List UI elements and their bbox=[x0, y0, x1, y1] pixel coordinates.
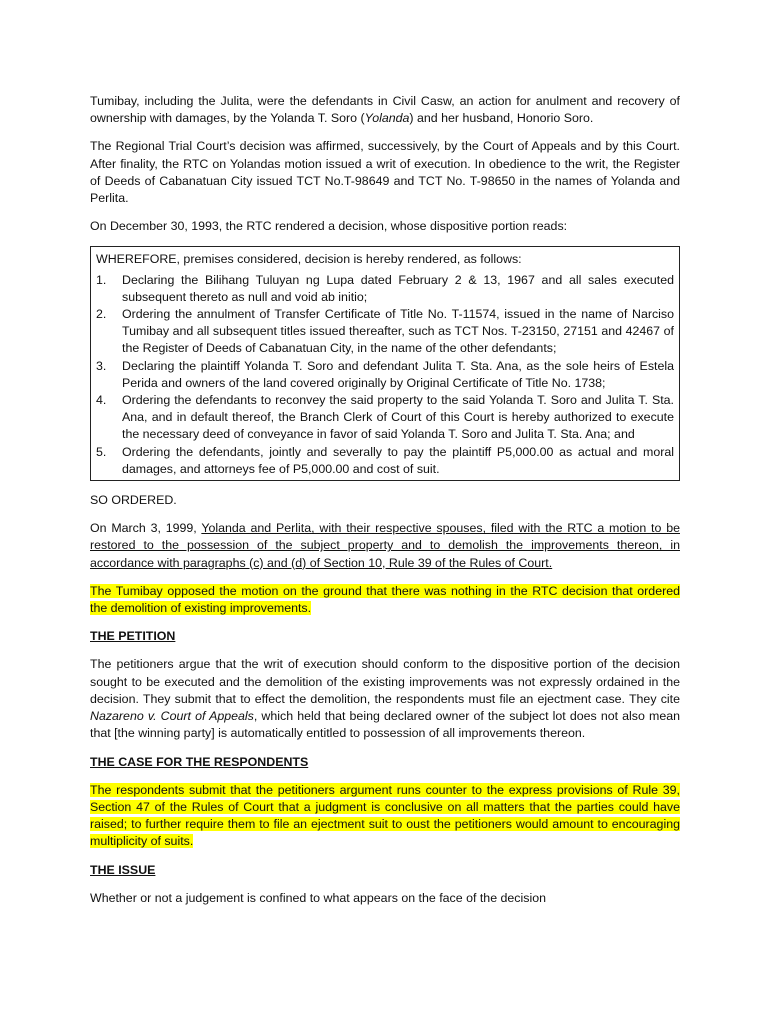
list-item: 3. Declaring the plaintiff Yolanda T. Soro and defendant Julita T. Sta. Ana, as the sole heirs of Estela Perida and owners of the land covered originally by Original Certificate of Title No. 1738; bbox=[96, 358, 674, 390]
heading-respondents: THE CASE FOR THE RESPONDENTS bbox=[90, 754, 309, 769]
heading-petition: THE PETITION bbox=[90, 629, 176, 644]
list-item: 4. Ordering the defendants to reconvey the said property to the said Yolanda T. Soro and Julita T. Sta. Ana, and in default thereof, the Branch Clerk of Court of this Court is hereby authorized to execute the necessary deed of conveyance in favor of said Yolanda T. Soro and Julita T. Sta. Ana; and bbox=[96, 393, 674, 442]
paragraph-opposition bbox=[90, 583, 680, 617]
paragraph-issue: Whether or not a judgement is confined to what appears on the face of the decision bbox=[90, 890, 546, 905]
paragraph-petition: The petitioners argue that the writ of execution should conform to the dispositive portion of the decision sought to be executed and the demolition of the existing improvements was not expressly ordained in the decision. They submit that to effect the demolition, the respondents must file an ejectment case. They cite Nazareno v. Court of Appeals, which held that being declared owner of the subject lot does not also mean that [the winning party] is automatically entitled to possession of all improvements thereon. bbox=[90, 657, 680, 741]
paragraph-affirmed: The Regional Trial Court’s decision was affirmed, successively, by the Court of Appeals and by this Court. After finality, the RTC on Yolandas motion issued a writ of execution. In obedience to the writ, the Register of Deeds of Cabanatuan City issued TCT No.T-98649 and TCT No. T-98650 in the names of Yolanda and Perlita. bbox=[90, 139, 680, 206]
paragraph-intro: Tumibay, including the Julita, were the defendants in Civil Casw, an action for anulment and recovery of ownership with damages, by the Yolanda T. Soro (Yolanda) and her husband, Honorio Soro. bbox=[90, 94, 680, 126]
paragraph-march: On March 3, 1999, Yolanda and Perlita, with their respective spouses, filed with the RTC a motion to be restored to the possession of the subject property and to demolish the improvements thereon, in accordance with paragraphs (c) and (d) of Section 10, Rule 39 of the Rules of Court. bbox=[90, 521, 680, 570]
list-item: 1. Declaring the Bilihang Tuluyan ng Lupa dated February 2 & 13, 1967 and all sales executed subsequent thereto as null and void ab initio; bbox=[96, 272, 674, 304]
highlighted-opposition: The Tumibay opposed the motion on the ground that there was nothing in the RTC decision that ordered the demolition of existing improvements. bbox=[90, 583, 680, 616]
party-name-italic: Yolanda bbox=[364, 111, 410, 126]
list-item: 5. Ordering the defendants, jointly and severally to pay the plaintiff P5,000.00 as actual and moral damages, and attorneys fee of P5,000.00 and cost of suit. bbox=[96, 444, 674, 476]
case-citation: Nazareno v. Court of Appeals bbox=[90, 709, 254, 724]
dispositive-portion-box bbox=[90, 246, 680, 481]
highlighted-respondents: The respondents submit that the petitioners argument runs counter to the express provisions of Rule 39, Section 47 of the Rules of Court that a judgment is conclusive on all matters that the parties could have raised; to further require them to file an ejectment suit to oust the petitioners would amount to encouraging multiplicity of suits. bbox=[90, 782, 680, 849]
dispositive-lead: WHEREFORE, premises considered, decision is hereby rendered, as follows: bbox=[96, 252, 522, 267]
so-ordered: SO ORDERED. bbox=[90, 493, 177, 508]
dispositive-list bbox=[96, 272, 674, 478]
heading-issue: THE ISSUE bbox=[90, 862, 156, 877]
paragraph-respondents bbox=[90, 782, 680, 851]
underlined-motion: Yolanda and Perlita, with their respective spouses, filed with the RTC a motion to be restored to the possession of the subject property and to demolish the improvements thereon, in accordance with paragraphs (c) and (d) of Section 10, Rule 39 of the Rules of Court. bbox=[90, 521, 680, 570]
list-item: 2. Ordering the annulment of Transfer Certificate of Title No. T-11574, issued in the name of Narciso Tumibay and all subsequent titles issued thereafter, such as TCT Nos. T-23150, 27151 and 42467 of the Register of Deeds of Cabanatuan City, in the name of the other defendants; bbox=[96, 307, 674, 356]
paragraph-december: On December 30, 1993, the RTC rendered a decision, whose dispositive portion reads: bbox=[90, 219, 568, 234]
